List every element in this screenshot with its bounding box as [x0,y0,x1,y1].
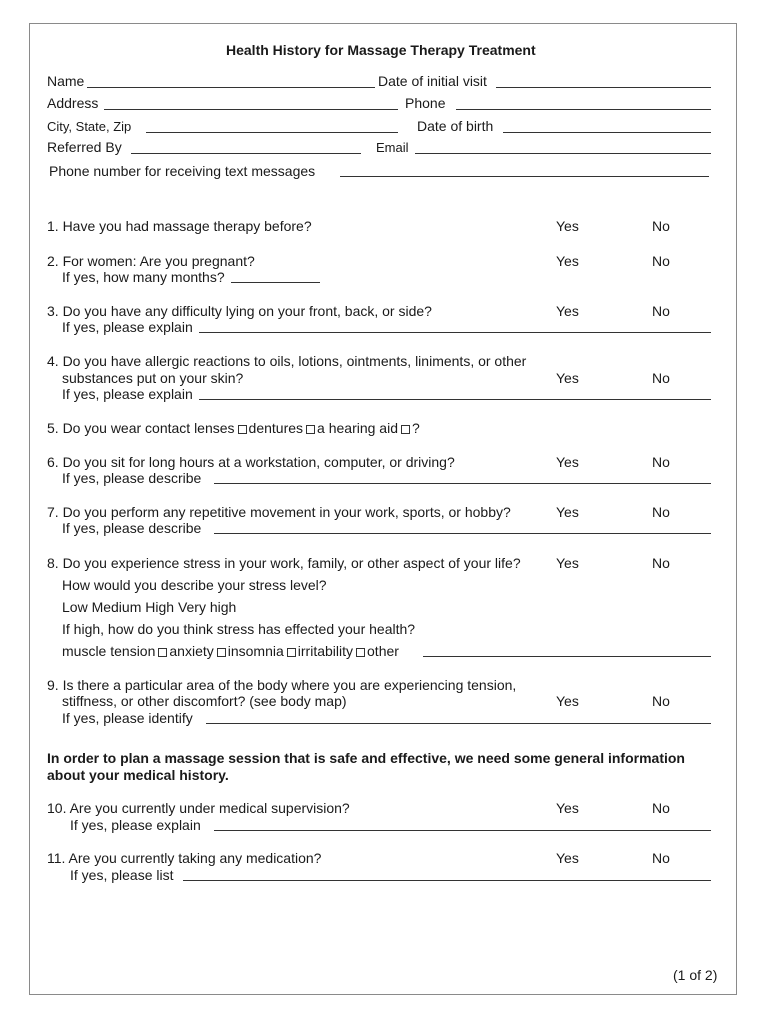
question-2: 2. For women: Are you pregnant? [47,253,255,269]
phone-label: Phone [405,95,446,111]
medical-history-intro: In order to plan a massage session that is safe and effective, we need some general information [47,750,685,766]
q11-list-field[interactable] [183,880,711,881]
q2-months-field[interactable] [231,282,320,283]
q2-sub: If yes, how many months? [62,269,225,285]
muscle-tension-checkbox[interactable] [158,648,167,657]
city-state-zip-label: City, State, Zip [47,119,132,134]
question-11: 11. Are you currently taking any medication? [47,850,322,866]
q3-no[interactable]: No [652,303,670,319]
q1-yes[interactable]: Yes [556,218,579,234]
question-4: 4. Do you have allergic reactions to oils, lotions, ointments, liniments, or other [47,353,527,369]
q8-no[interactable]: No [652,555,670,571]
q1-no[interactable]: No [652,218,670,234]
q9-sub: If yes, please identify [62,710,193,726]
q4-yes[interactable]: Yes [556,370,579,386]
phone-field[interactable] [456,109,711,110]
q5-end: ? [411,420,420,436]
anxiety-label: anxiety [169,643,214,659]
anxiety-checkbox[interactable] [217,648,226,657]
q10-sub: If yes, please explain [70,817,201,833]
date-of-birth-field[interactable] [503,132,711,133]
date-initial-visit-field[interactable] [496,87,711,88]
question-7: 7. Do you perform any repetitive movement in your work, sports, or hobby? [47,504,511,520]
other-label: other [367,643,399,659]
q11-no[interactable]: No [652,850,670,866]
q8-symptoms-row [62,643,399,659]
email-field[interactable] [415,153,711,154]
page-number: (1 of 2) [673,967,718,983]
text-phone-label: Phone number for receiving text messages [49,163,316,179]
q3-sub: If yes, please explain [62,319,193,335]
q9-no[interactable]: No [652,693,670,709]
referred-by-label: Referred By [47,139,122,155]
address-field[interactable] [104,109,398,110]
q4-explain-field[interactable] [199,399,711,400]
q5-label: 5. Do you wear contact lenses [47,420,235,436]
q9-yes[interactable]: Yes [556,693,579,709]
hearing-aid-checkbox[interactable] [401,425,410,434]
q7-no[interactable]: No [652,504,670,520]
question-10: 10. Are you currently under medical supervision? [47,800,350,816]
question-5 [47,420,420,436]
irritability-checkbox[interactable] [356,648,365,657]
text-phone-field[interactable] [340,176,709,177]
q8-stress-levels[interactable]: Low Medium High Very high [62,599,237,615]
medical-history-intro-cont: about your medical history. [47,767,229,783]
form-title: Health History for Massage Therapy Treatment [226,42,536,58]
q9-identify-field[interactable] [206,723,711,724]
q6-yes[interactable]: Yes [556,454,579,470]
insomnia-checkbox[interactable] [287,648,296,657]
q2-yes[interactable]: Yes [556,253,579,269]
q2-no[interactable]: No [652,253,670,269]
q8-yes[interactable]: Yes [556,555,579,571]
q3-yes[interactable]: Yes [556,303,579,319]
q7-sub: If yes, please describe [62,520,202,536]
q3-explain-field[interactable] [199,332,711,333]
question-9-cont: stiffness, or other discomfort? (see body map) [62,693,347,709]
contact-lenses-checkbox[interactable] [238,425,247,434]
question-1: 1. Have you had massage therapy before? [47,218,312,234]
question-3: 3. Do you have any difficulty lying on your front, back, or side? [47,303,432,319]
name-field[interactable] [87,87,375,88]
question-6: 6. Do you sit for long hours at a workstation, computer, or driving? [47,454,455,470]
question-8: 8. Do you experience stress in your work, family, or other aspect of your life? [47,555,521,571]
q10-no[interactable]: No [652,800,670,816]
q8-other-field[interactable] [423,656,711,657]
q11-sub: If yes, please list [70,867,174,883]
q8-sub-stress-level: How would you describe your stress level? [62,577,327,593]
q7-yes[interactable]: Yes [556,504,579,520]
q4-no[interactable]: No [652,370,670,386]
address-label: Address [47,95,99,111]
q6-describe-field[interactable] [214,483,711,484]
referred-by-field[interactable] [131,153,361,154]
q6-sub: If yes, please describe [62,470,202,486]
irritability-label: irritability [297,643,354,659]
insomnia-label: insomnia [227,643,284,659]
q6-no[interactable]: No [652,454,670,470]
q11-yes[interactable]: Yes [556,850,579,866]
question-4-cont: substances put on your skin? [62,370,244,386]
q5-dentures-label: dentures [248,420,304,436]
date-initial-visit-label: Date of initial visit [378,73,487,89]
q4-sub: If yes, please explain [62,386,193,402]
q10-explain-field[interactable] [214,830,711,831]
muscle-tension-label: muscle tension [62,643,156,659]
name-label: Name [47,73,85,89]
q5-hearing-aid-label: a hearing aid [317,420,398,436]
date-of-birth-label: Date of birth [417,118,494,134]
question-9: 9. Is there a particular area of the body where you are experiencing tension, [47,677,517,693]
city-state-zip-field[interactable] [146,132,398,133]
q7-describe-field[interactable] [214,533,711,534]
dentures-checkbox[interactable] [306,425,315,434]
q10-yes[interactable]: Yes [556,800,579,816]
email-label: Email [376,140,409,155]
q8-sub-health-effect: If high, how do you think stress has effected your health? [62,621,416,637]
